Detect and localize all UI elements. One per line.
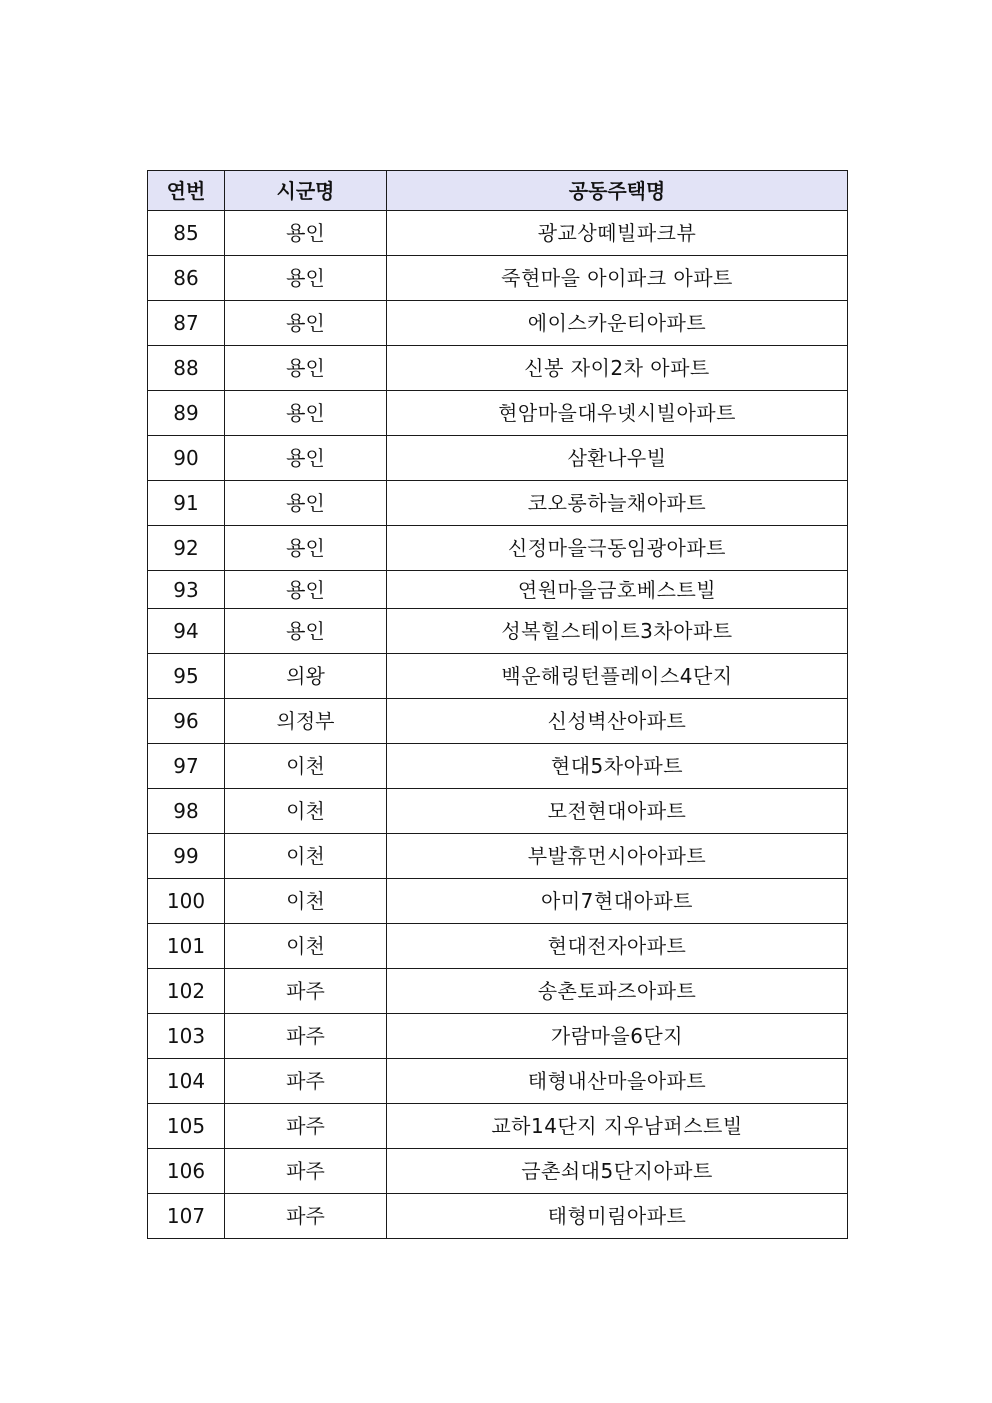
cell-city: 용인 <box>225 211 387 256</box>
table-row <box>148 1194 848 1239</box>
cell-city: 이천 <box>225 789 387 834</box>
cell-name: 코오롱하늘채아파트 <box>387 481 848 526</box>
cell-city: 파주 <box>225 969 387 1014</box>
cell-city: 의왕 <box>225 654 387 699</box>
cell-no: 91 <box>148 481 225 526</box>
table-row <box>148 346 848 391</box>
table-row <box>148 1104 848 1149</box>
cell-name: 현암마을대우넷시빌아파트 <box>387 391 848 436</box>
cell-no: 86 <box>148 256 225 301</box>
cell-name: 연원마을금호베스트빌 <box>387 571 848 609</box>
table-row <box>148 211 848 256</box>
table-row <box>148 1014 848 1059</box>
cell-name: 가람마을6단지 <box>387 1014 848 1059</box>
table-row <box>148 879 848 924</box>
cell-city: 파주 <box>225 1149 387 1194</box>
cell-name: 모전현대아파트 <box>387 789 848 834</box>
cell-city: 용인 <box>225 609 387 654</box>
cell-no: 92 <box>148 526 225 571</box>
cell-name: 백운해링턴플레이스4단지 <box>387 654 848 699</box>
cell-city: 용인 <box>225 526 387 571</box>
cell-name: 태형미림아파트 <box>387 1194 848 1239</box>
table-row <box>148 924 848 969</box>
cell-no: 98 <box>148 789 225 834</box>
table-row <box>148 969 848 1014</box>
table-row <box>148 436 848 481</box>
cell-no: 105 <box>148 1104 225 1149</box>
table-header-row <box>148 171 848 211</box>
cell-no: 107 <box>148 1194 225 1239</box>
cell-city: 이천 <box>225 924 387 969</box>
cell-name: 신성벽산아파트 <box>387 699 848 744</box>
cell-name: 성복힐스테이트3차아파트 <box>387 609 848 654</box>
cell-city: 이천 <box>225 834 387 879</box>
table-row <box>148 481 848 526</box>
cell-no: 106 <box>148 1149 225 1194</box>
cell-no: 103 <box>148 1014 225 1059</box>
cell-city: 용인 <box>225 571 387 609</box>
table-row <box>148 526 848 571</box>
cell-no: 89 <box>148 391 225 436</box>
table-row <box>148 256 848 301</box>
header-city: 시군명 <box>225 171 387 211</box>
cell-city: 파주 <box>225 1059 387 1104</box>
header-name: 공동주택명 <box>387 171 848 211</box>
cell-city: 용인 <box>225 391 387 436</box>
cell-city: 용인 <box>225 436 387 481</box>
table-row <box>148 301 848 346</box>
table-row <box>148 834 848 879</box>
table-row <box>148 609 848 654</box>
cell-name: 금촌쇠대5단지아파트 <box>387 1149 848 1194</box>
cell-no: 102 <box>148 969 225 1014</box>
cell-city: 용인 <box>225 346 387 391</box>
cell-city: 파주 <box>225 1104 387 1149</box>
cell-no: 85 <box>148 211 225 256</box>
cell-no: 97 <box>148 744 225 789</box>
cell-name: 죽현마을 아이파크 아파트 <box>387 256 848 301</box>
table-row <box>148 789 848 834</box>
cell-city: 용인 <box>225 481 387 526</box>
cell-city: 용인 <box>225 301 387 346</box>
table-row <box>148 1149 848 1194</box>
cell-name: 현대전자아파트 <box>387 924 848 969</box>
cell-city: 파주 <box>225 1194 387 1239</box>
cell-name: 아미7현대아파트 <box>387 879 848 924</box>
cell-name: 부발휴먼시아아파트 <box>387 834 848 879</box>
cell-city: 이천 <box>225 879 387 924</box>
cell-name: 신봉 자이2차 아파트 <box>387 346 848 391</box>
table-row <box>148 571 848 609</box>
cell-no: 101 <box>148 924 225 969</box>
cell-name: 태형내산마을아파트 <box>387 1059 848 1104</box>
cell-no: 95 <box>148 654 225 699</box>
cell-name: 송촌토파즈아파트 <box>387 969 848 1014</box>
cell-name: 교하14단지 지우남퍼스트빌 <box>387 1104 848 1149</box>
apartment-table <box>147 170 848 1239</box>
table-row <box>148 699 848 744</box>
cell-name: 신정마을극동임광아파트 <box>387 526 848 571</box>
cell-city: 이천 <box>225 744 387 789</box>
cell-no: 96 <box>148 699 225 744</box>
cell-name: 광교상떼빌파크뷰 <box>387 211 848 256</box>
table-row <box>148 391 848 436</box>
cell-no: 100 <box>148 879 225 924</box>
cell-no: 93 <box>148 571 225 609</box>
cell-city: 용인 <box>225 256 387 301</box>
cell-name: 에이스카운티아파트 <box>387 301 848 346</box>
cell-name: 삼환나우빌 <box>387 436 848 481</box>
cell-city: 파주 <box>225 1014 387 1059</box>
cell-no: 87 <box>148 301 225 346</box>
table-row <box>148 744 848 789</box>
cell-no: 90 <box>148 436 225 481</box>
cell-no: 88 <box>148 346 225 391</box>
table-row <box>148 1059 848 1104</box>
table-row <box>148 654 848 699</box>
cell-name: 현대5차아파트 <box>387 744 848 789</box>
cell-no: 104 <box>148 1059 225 1104</box>
header-no: 연번 <box>148 171 225 211</box>
cell-no: 99 <box>148 834 225 879</box>
cell-city: 의정부 <box>225 699 387 744</box>
cell-no: 94 <box>148 609 225 654</box>
